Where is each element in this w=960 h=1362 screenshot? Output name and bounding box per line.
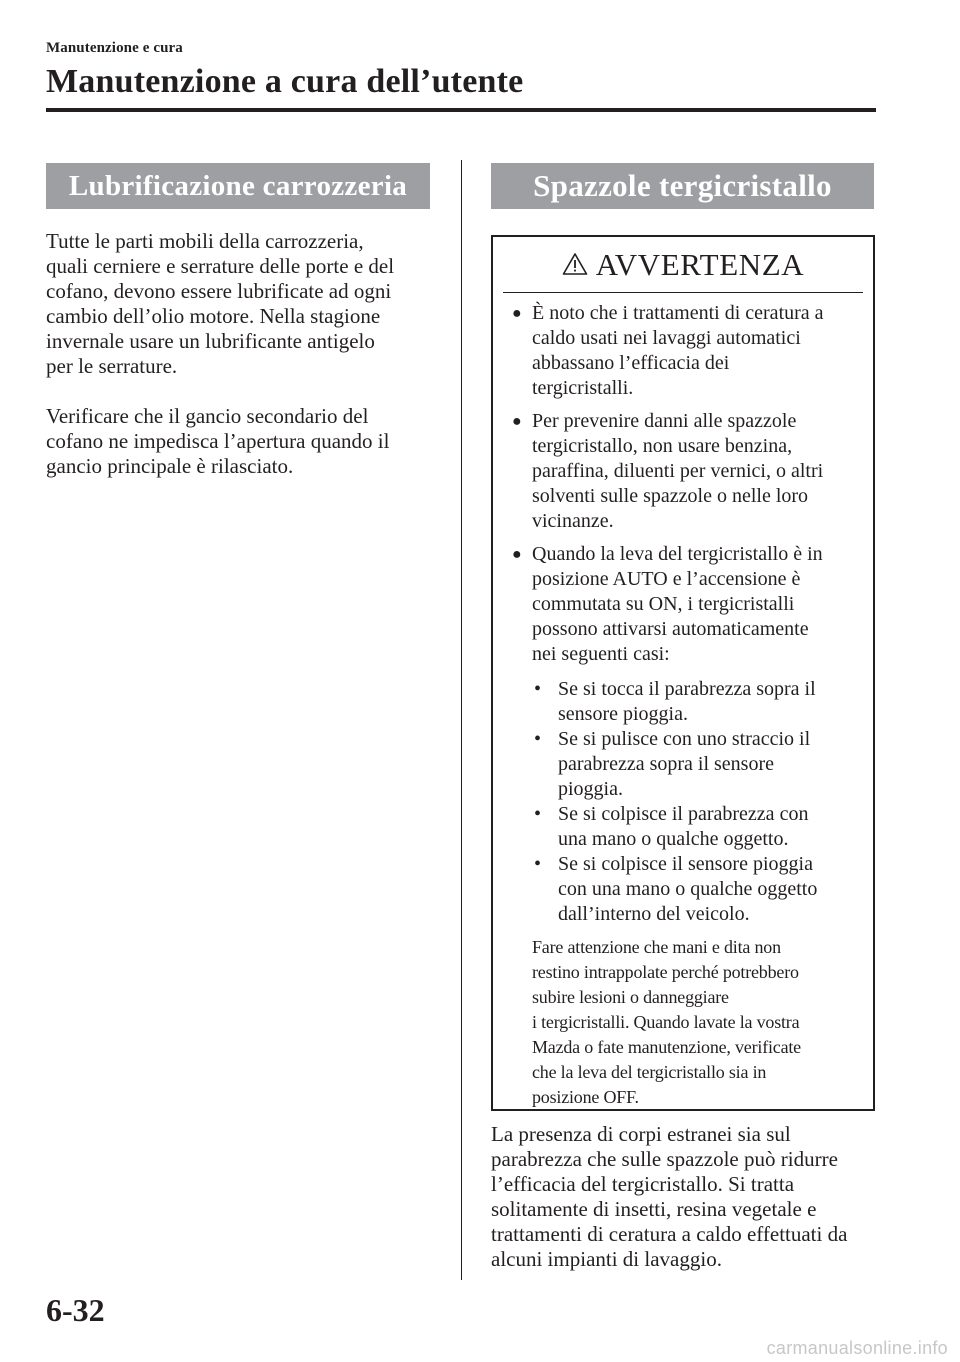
left-column-text xyxy=(46,229,446,504)
watermark: carmanualsonline.info xyxy=(766,1338,948,1358)
paragraph-corpi-estranei: La presenza di corpi estranei sia sul parabrezza che sulle spazzole può ridurre l’efficacia del tergicristallo. Si tratta solitamente di insetti, resina vegetale e trattamenti di ceratura a caldo effettuati da alcuni impianti di lavaggio. xyxy=(491,1122,848,1271)
warning-sublist xyxy=(532,677,861,927)
warning-subitem: • Se si colpisce il sensore pioggia con una mano o qualche oggetto dall’interno del veicolo. xyxy=(534,853,818,925)
warning-subitem: • Se si colpisce il parabrezza con una mano o qualche oggetto. xyxy=(534,803,809,850)
warning-list xyxy=(493,293,873,1110)
paragraph-lubrificazione: Tutte le parti mobili della carrozzeria, quali cerniere e serrature delle porte e del cofano, devono essere lubrificate ad ogni cambio dell’olio motore. Nella stagione invernale usare un lubrificante antigelo per le serrature. xyxy=(46,229,395,378)
bullet-icon: ● xyxy=(512,413,522,430)
warning-item: ● Per prevenire danni alle spazzole tergicristallo, non usare benzina, paraffina, diluenti per vernici, o altri solventi sulle spazzole o nelle loro vicinanze. xyxy=(512,410,824,532)
heading-spazzole-tergicristallo: Spazzole tergicristallo xyxy=(491,163,874,209)
warning-header xyxy=(503,237,863,293)
bullet-icon: ● xyxy=(512,305,522,322)
bullet-icon: ● xyxy=(512,546,522,563)
dot-icon: • xyxy=(534,728,542,750)
warning-triangle-icon xyxy=(562,252,588,276)
dot-icon: • xyxy=(534,853,542,875)
warning-box xyxy=(491,235,875,1111)
warning-note: Fare attenzione che mani e dita non restino intrappolate perché potrebbero subire lesioni o danneggiare i tergicristalli. Quando lavate la vostra Mazda o fate manutenzione, verificate che la leva del tergicristallo sia in posizione OFF. xyxy=(532,937,801,1107)
warning-subitem: • Se si pulisce con uno straccio il parabrezza sopra il sensore pioggia. xyxy=(534,728,811,800)
warning-item: ● Quando la leva del tergicristallo è in posizione AUTO e l’accensione è commutata su ON, i tergicristalli possono attivarsi automaticamente nei seguenti casi: • Se si tocca il parabrezza sopra il sensore pioggia. • Se si pulisce con uno straccio il parabrezza sopra il sensore pioggia. • Se si colpisce il parabrezza con una mano o qualche oggetto. • Se si colpisce il sensore pioggia con una mano o qualche oggetto dall’interno del veicolo. Fare attenzione che mani e dita non restino intrappolate perché potrebbero subire lesioni o danneggiare i tergicristalli. Quando lavate la vostra Mazda o fate manutenzione, verificate che la leva del tergicristallo sia in posizione OFF. xyxy=(505,542,861,1110)
page-title: Manutenzione a cura dell’utente xyxy=(46,63,524,100)
column-divider xyxy=(461,160,462,1280)
warning-title: AVVERTENZA xyxy=(595,246,805,282)
warning-subitem: • Se si tocca il parabrezza sopra il sensore pioggia. xyxy=(534,678,816,725)
header-divider xyxy=(46,108,876,112)
dot-icon: • xyxy=(534,678,542,700)
right-column-text xyxy=(491,1122,876,1297)
section-label: Manutenzione e cura xyxy=(46,40,183,56)
warning-item: ● È noto che i trattamenti di ceratura a caldo usati nei lavaggi automatici abbassano l’efficacia dei tergicristalli. xyxy=(512,302,824,399)
paragraph-gancio-secondario: Verificare che il gancio secondario del cofano ne impedisca l’apertura quando il gancio principale è rilasciato. xyxy=(46,404,390,478)
page-number: 6-32 xyxy=(46,1292,105,1328)
heading-lubrificazione-carrozzeria: Lubrificazione carrozzeria xyxy=(46,163,430,209)
dot-icon: • xyxy=(534,803,542,825)
